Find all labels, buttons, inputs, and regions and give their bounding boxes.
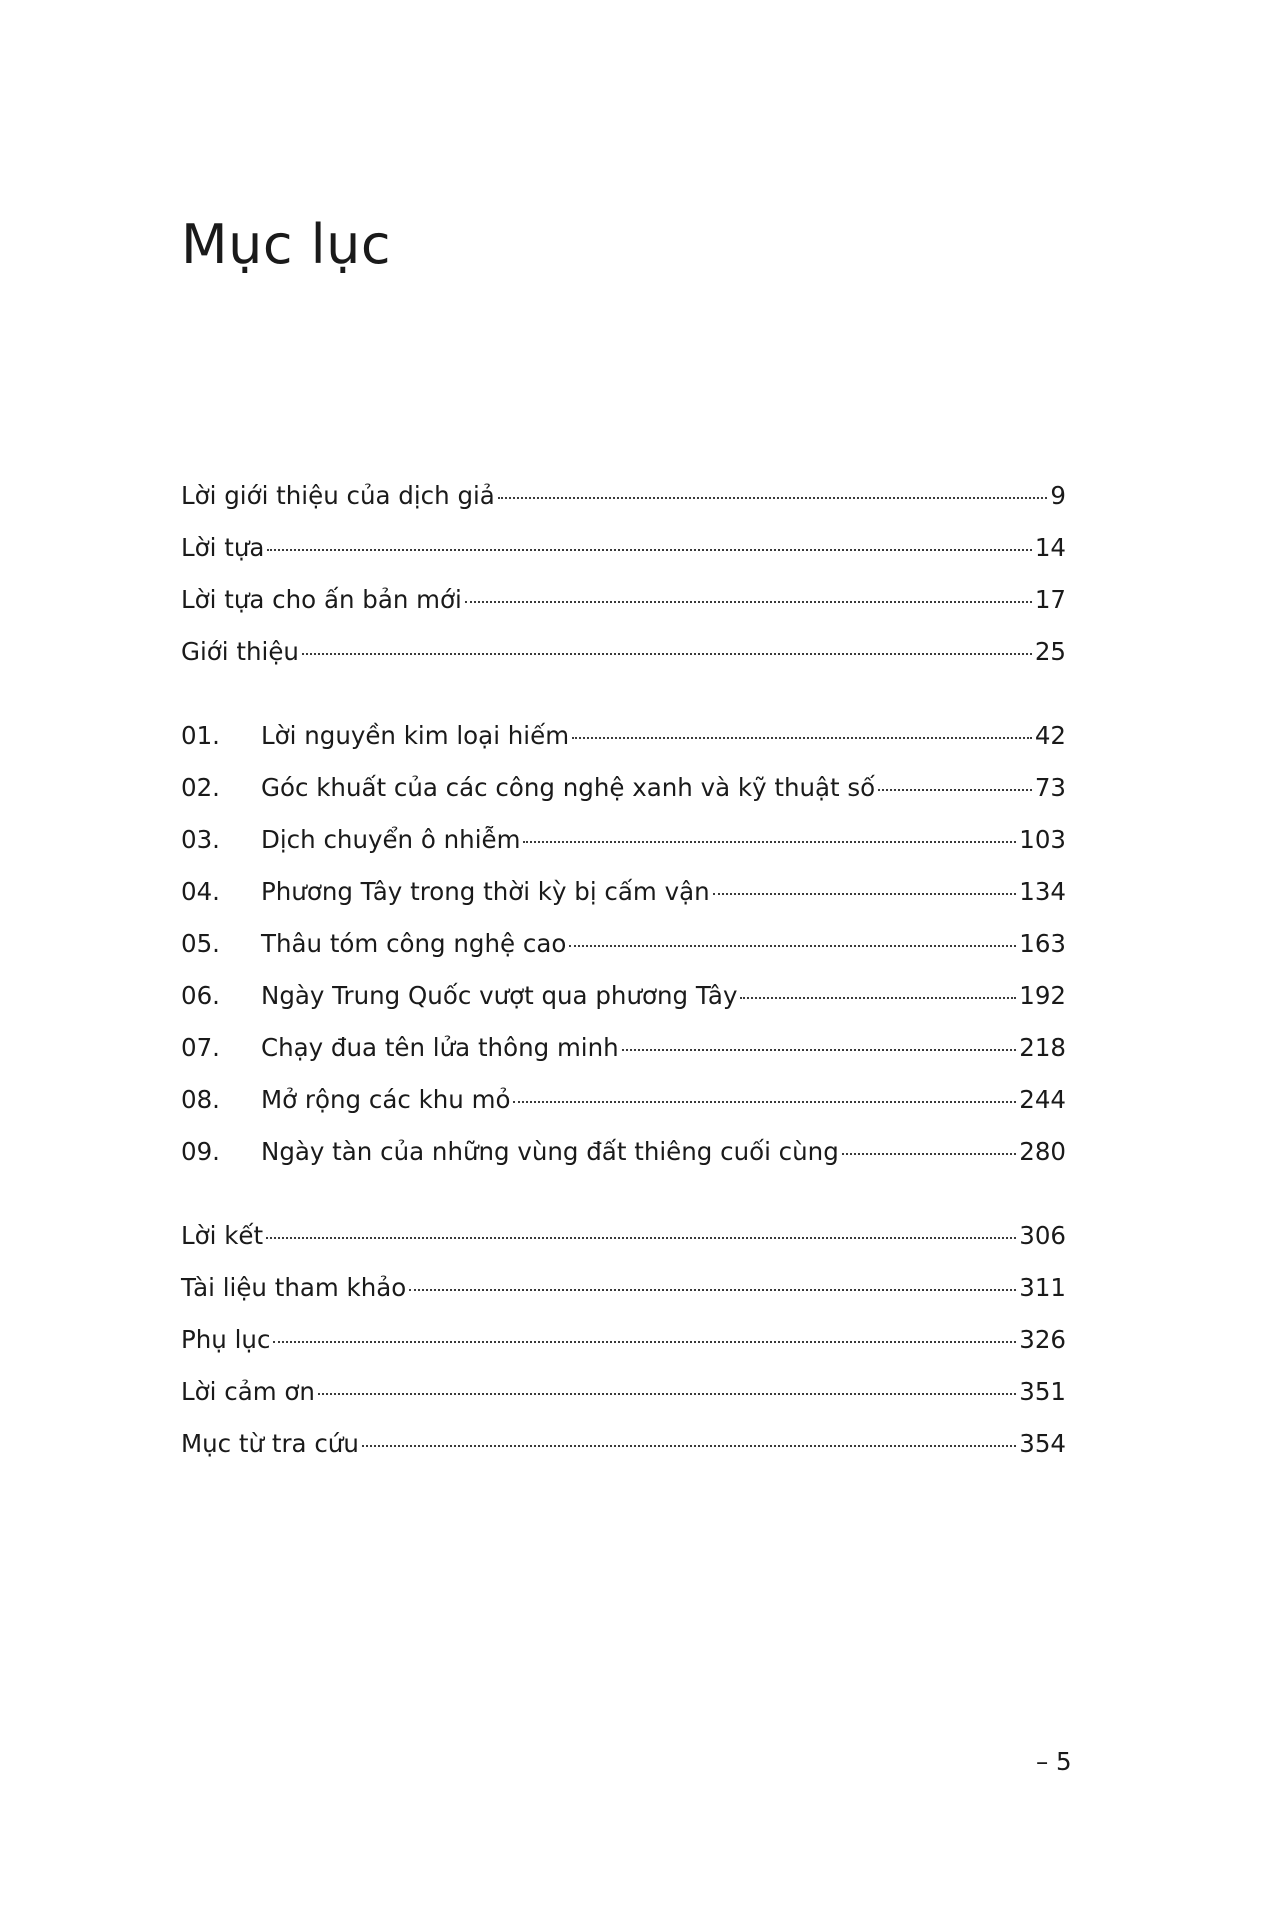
dot-leader (842, 1153, 1016, 1155)
toc-entry-page: 25 (1034, 637, 1066, 666)
toc-entry-label: Mở rộng các khu mỏ (261, 1085, 511, 1114)
toc-entry-chapter-04[interactable] (181, 872, 1066, 912)
dot-leader (513, 1101, 1016, 1103)
dot-leader (266, 1237, 1016, 1239)
toc-entry-label: Lời tựa (181, 533, 265, 562)
dot-leader (267, 549, 1031, 551)
chapter-number: 02. (181, 773, 220, 802)
chapter-number: 03. (181, 825, 220, 854)
toc-entry-page: 311 (1019, 1273, 1066, 1302)
dot-leader (622, 1049, 1017, 1051)
dot-leader (362, 1445, 1016, 1447)
dot-leader (713, 893, 1017, 895)
toc-entry-page: 326 (1019, 1325, 1066, 1354)
toc-entry-label: Giới thiệu (181, 637, 299, 666)
dot-leader (740, 997, 1016, 999)
toc-entry-front-new-edition-preface[interactable] (181, 580, 1066, 620)
toc-entry-chapter-03[interactable] (181, 820, 1066, 860)
toc-entry-chapter-02[interactable] (181, 768, 1066, 808)
toc-entry-back-acknowledgements[interactable] (181, 1372, 1066, 1412)
toc-entry-page: 163 (1019, 929, 1066, 958)
dot-leader (302, 653, 1032, 655)
toc-entry-label: Lời giới thiệu của dịch giả (181, 481, 495, 510)
dot-leader (318, 1393, 1016, 1395)
toc-entry-front-introduction[interactable] (181, 632, 1066, 672)
toc-entry-label: Phương Tây trong thời kỳ bị cấm vận (261, 877, 710, 906)
toc-entry-chapter-01[interactable] (181, 716, 1066, 756)
chapter-number: 05. (181, 929, 220, 958)
toc-entry-label: Lời cảm ơn (181, 1377, 315, 1406)
toc-entry-page: 14 (1034, 533, 1066, 562)
chapter-number: 09. (181, 1137, 220, 1166)
toc-entry-label: Chạy đua tên lửa thông minh (261, 1033, 619, 1062)
dot-leader (498, 497, 1048, 499)
toc-entry-label: Mục từ tra cứu (181, 1429, 359, 1458)
toc-entry-page: 280 (1019, 1137, 1066, 1166)
toc-entry-label: Phụ lục (181, 1325, 271, 1354)
toc-entry-page: 244 (1019, 1085, 1066, 1114)
toc-entry-front-translator-intro[interactable] (181, 476, 1066, 516)
toc-entry-page: 354 (1019, 1429, 1066, 1458)
toc-entry-page: 17 (1034, 585, 1066, 614)
toc-entry-page: 42 (1034, 721, 1066, 750)
toc-entry-page: 306 (1019, 1221, 1066, 1250)
toc-entry-chapter-05[interactable] (181, 924, 1066, 964)
toc-entry-label: Tài liệu tham khảo (181, 1273, 407, 1302)
chapter-number: 01. (181, 721, 220, 750)
dot-leader (273, 1341, 1016, 1343)
toc-entry-front-preface[interactable] (181, 528, 1066, 568)
toc-entry-page: 103 (1019, 825, 1066, 854)
dot-leader (409, 1289, 1016, 1291)
page-title: Mục lục (181, 213, 392, 276)
toc-entry-page: 9 (1050, 481, 1066, 510)
toc-entry-page: 218 (1019, 1033, 1066, 1062)
page-number: – 5 (1036, 1747, 1072, 1776)
toc-entry-back-appendix[interactable] (181, 1320, 1066, 1360)
toc-entry-chapter-07[interactable] (181, 1028, 1066, 1068)
dot-leader (878, 789, 1032, 791)
chapter-number: 08. (181, 1085, 220, 1114)
toc-entry-chapter-06[interactable] (181, 976, 1066, 1016)
toc-entry-label: Lời nguyền kim loại hiếm (261, 721, 570, 750)
dot-leader (523, 841, 1016, 843)
chapter-number: 04. (181, 877, 220, 906)
toc-entry-label: Lời tựa cho ấn bản mới (181, 585, 462, 614)
dot-leader (569, 945, 1016, 947)
dot-leader (572, 737, 1032, 739)
toc-entry-chapter-08[interactable] (181, 1080, 1066, 1120)
toc-entry-label: Góc khuất của các công nghệ xanh và kỹ thuật số (261, 773, 876, 802)
toc-entry-page: 73 (1034, 773, 1066, 802)
toc-entry-back-conclusion[interactable] (181, 1216, 1066, 1256)
chapter-number: 06. (181, 981, 220, 1010)
toc-entry-back-references[interactable] (181, 1268, 1066, 1308)
toc-entry-label: Dịch chuyển ô nhiễm (261, 825, 521, 854)
chapter-number: 07. (181, 1033, 220, 1062)
toc-entry-page: 351 (1019, 1377, 1066, 1406)
toc-entry-label: Lời kết (181, 1221, 264, 1250)
toc-entry-label: Ngày Trung Quốc vượt qua phương Tây (261, 981, 738, 1010)
toc-entry-page: 192 (1019, 981, 1066, 1010)
toc-entry-label: Ngày tàn của những vùng đất thiêng cuối cùng (261, 1137, 839, 1166)
dot-leader (465, 601, 1032, 603)
toc-entry-page: 134 (1019, 877, 1066, 906)
toc-entry-label: Thâu tóm công nghệ cao (261, 929, 567, 958)
toc-entry-chapter-09[interactable] (181, 1132, 1066, 1172)
toc-entry-back-index[interactable] (181, 1424, 1066, 1464)
